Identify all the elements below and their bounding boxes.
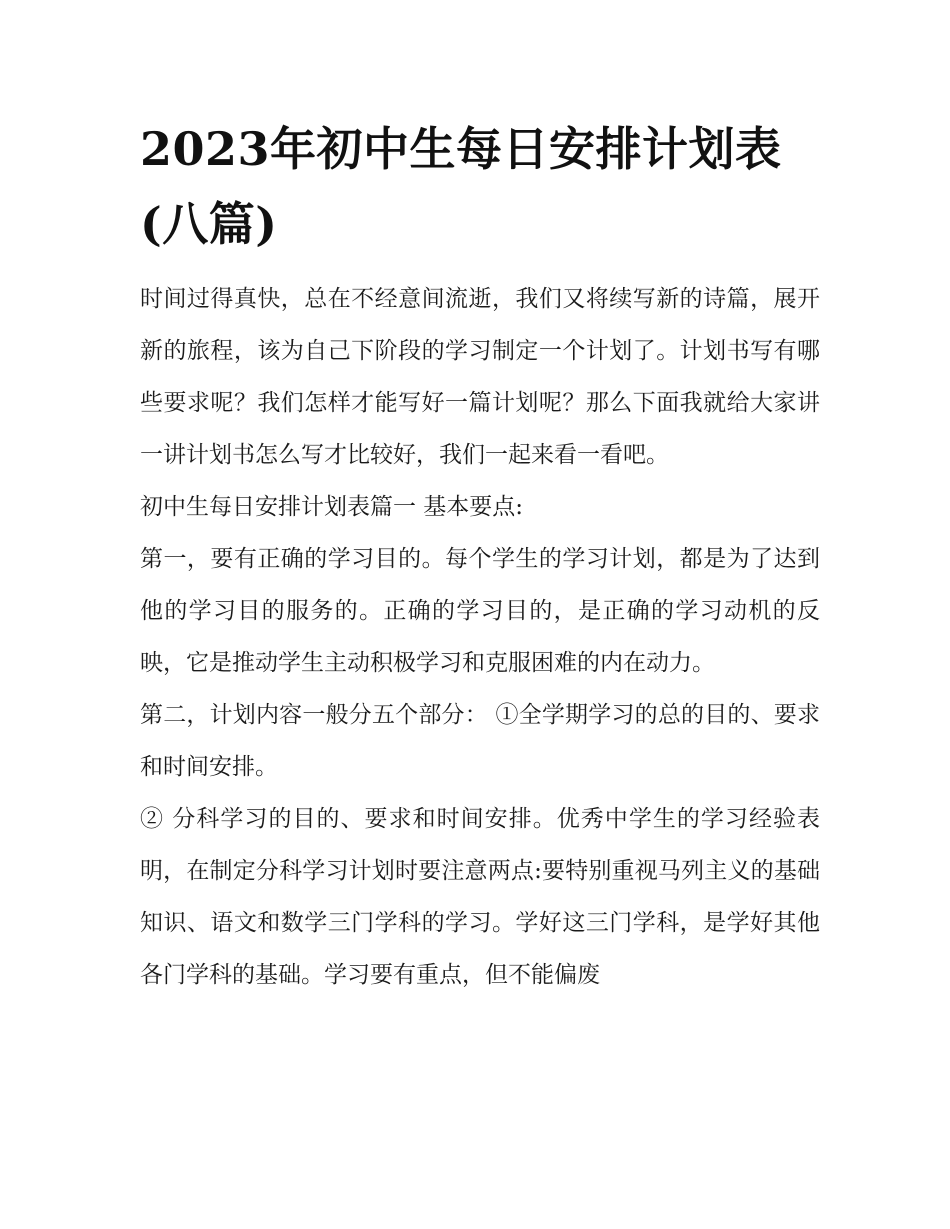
paragraph-section-heading: 初中生每日安排计划表篇一 基本要点: bbox=[140, 494, 524, 520]
paragraph-intro: 时间过得真快，总在不经意间流逝，我们又将续写新的诗篇，展开新的旅程，该为自己下阶段的学习制定一个计划了。计划书写有哪些要求呢？我们怎样才能写好一篇计划呢？那么下面我就给大家讲一讲计划书怎么写才比较好，我们一起来看一看吧。 bbox=[140, 286, 820, 468]
paragraph-point-two: 第二，计划内容一般分五个部分： ①全学期学习的总的目的、要求和时间安排。 bbox=[140, 702, 820, 780]
paragraph-subject-plan: ② 分科学习的目的、要求和时间安排。优秀中学生的学习经验表明，在制定分科学习计划时要注意两点:要特别重视马列主义的基础知识、语文和数学三门学科的学习。学好这三门学科，是学好其他各门学科的基础。学习要有重点，但不能偏废 bbox=[140, 806, 820, 988]
paragraph-point-one: 第一，要有正确的学习目的。每个学生的学习计划，都是为了达到他的学习目的服务的。正确的学习目的，是正确的学习动机的反映，它是推动学生主动积极学习和克服困难的内在动力。 bbox=[140, 546, 820, 676]
document-title: 2023年初中生每日安排计划表(八篇) bbox=[140, 122, 782, 251]
document-body bbox=[140, 273, 820, 1001]
